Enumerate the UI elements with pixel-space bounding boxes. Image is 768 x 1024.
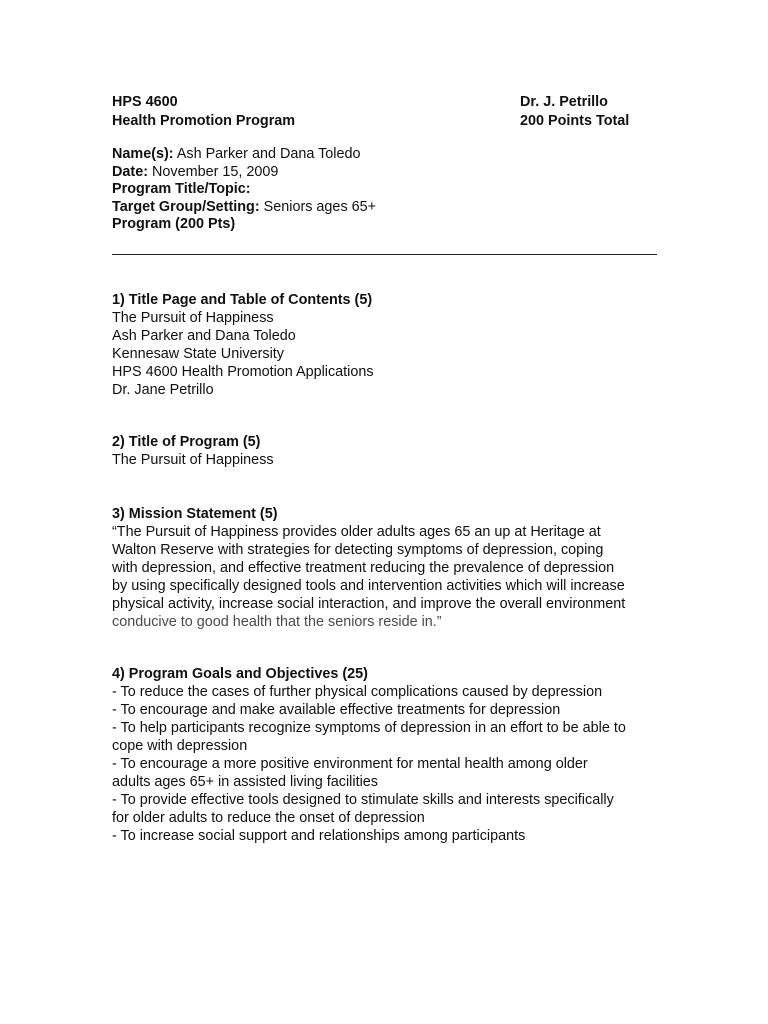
mission-line: physical activity, increase social interaction, and improve the overall environment	[112, 596, 626, 612]
names-label: Name(s):	[112, 146, 174, 162]
section-heading: 2) Title of Program (5)	[112, 434, 261, 450]
course-code: HPS 4600	[112, 94, 178, 110]
goal-line: - To increase social support and relationships among participants	[112, 828, 526, 844]
mission-line: “The Pursuit of Happiness provides older adults ages 65 an up at Heritage at	[112, 524, 601, 540]
section-heading: 4) Program Goals and Objectives (25)	[112, 666, 368, 682]
section-heading: 1) Title Page and Table of Contents (5)	[112, 292, 373, 308]
program-name: Health Promotion Program	[112, 112, 296, 129]
section-title-page	[112, 291, 660, 399]
title-page-line: Kennesaw State University	[112, 346, 284, 362]
date-value: November 15, 2009	[147, 163, 279, 180]
section-heading: 3) Mission Statement (5)	[112, 506, 278, 522]
title-page-line: Ash Parker and Dana Toledo	[112, 328, 296, 344]
goal-line: for older adults to reduce the onset of depression	[112, 810, 425, 826]
program-points-label: Program (200 Pts)	[112, 216, 236, 233]
names-row	[112, 146, 376, 164]
program-title-text: The Pursuit of Happiness	[112, 452, 274, 468]
mission-line: conducive to good health that the seniors reside in.”	[112, 614, 442, 630]
program-points-row	[112, 216, 376, 234]
section-goals-objectives	[112, 665, 660, 845]
goal-line: - To encourage a more positive environment for mental health among older	[112, 756, 588, 772]
target-group-value: Seniors ages 65+	[259, 198, 377, 215]
goal-line: - To help participants recognize symptoms of depression in an effort to be able to	[112, 720, 626, 736]
header-left	[112, 93, 295, 130]
date-label: Date:	[112, 163, 148, 180]
header-right	[520, 93, 629, 130]
target-group-row	[112, 199, 376, 217]
mission-line: Walton Reserve with strategies for detecting symptoms of depression, coping	[112, 542, 604, 558]
program-title-row	[112, 181, 376, 199]
goal-line: - To encourage and make available effective treatments for depression	[112, 702, 561, 718]
title-page-line: HPS 4600 Health Promotion Applications	[112, 364, 374, 380]
goal-line: cope with depression	[112, 738, 248, 754]
mission-line: with depression, and effective treatment reducing the prevalence of depression	[112, 560, 615, 576]
horizontal-divider	[112, 254, 657, 255]
date-row	[112, 164, 376, 182]
goal-line: adults ages 65+ in assisted living facilities	[112, 774, 378, 790]
section-mission-statement	[112, 505, 660, 631]
program-title-label: Program Title/Topic:	[112, 181, 251, 198]
mission-line: by using specifically designed tools and intervention activities which will increase	[112, 578, 625, 594]
goal-line: - To provide effective tools designed to stimulate skills and interests specifically	[112, 792, 614, 808]
goal-line: - To reduce the cases of further physical complications caused by depression	[112, 684, 603, 700]
title-page-line: The Pursuit of Happiness	[112, 310, 274, 326]
points-total: 200 Points Total	[520, 112, 630, 129]
names-value: Ash Parker and Dana Toledo	[173, 146, 361, 162]
instructor-name: Dr. J. Petrillo	[520, 94, 608, 110]
target-group-label: Target Group/Setting:	[112, 198, 260, 215]
title-page-line: Dr. Jane Petrillo	[112, 382, 214, 398]
section-program-title	[112, 433, 660, 469]
info-block	[112, 146, 376, 234]
